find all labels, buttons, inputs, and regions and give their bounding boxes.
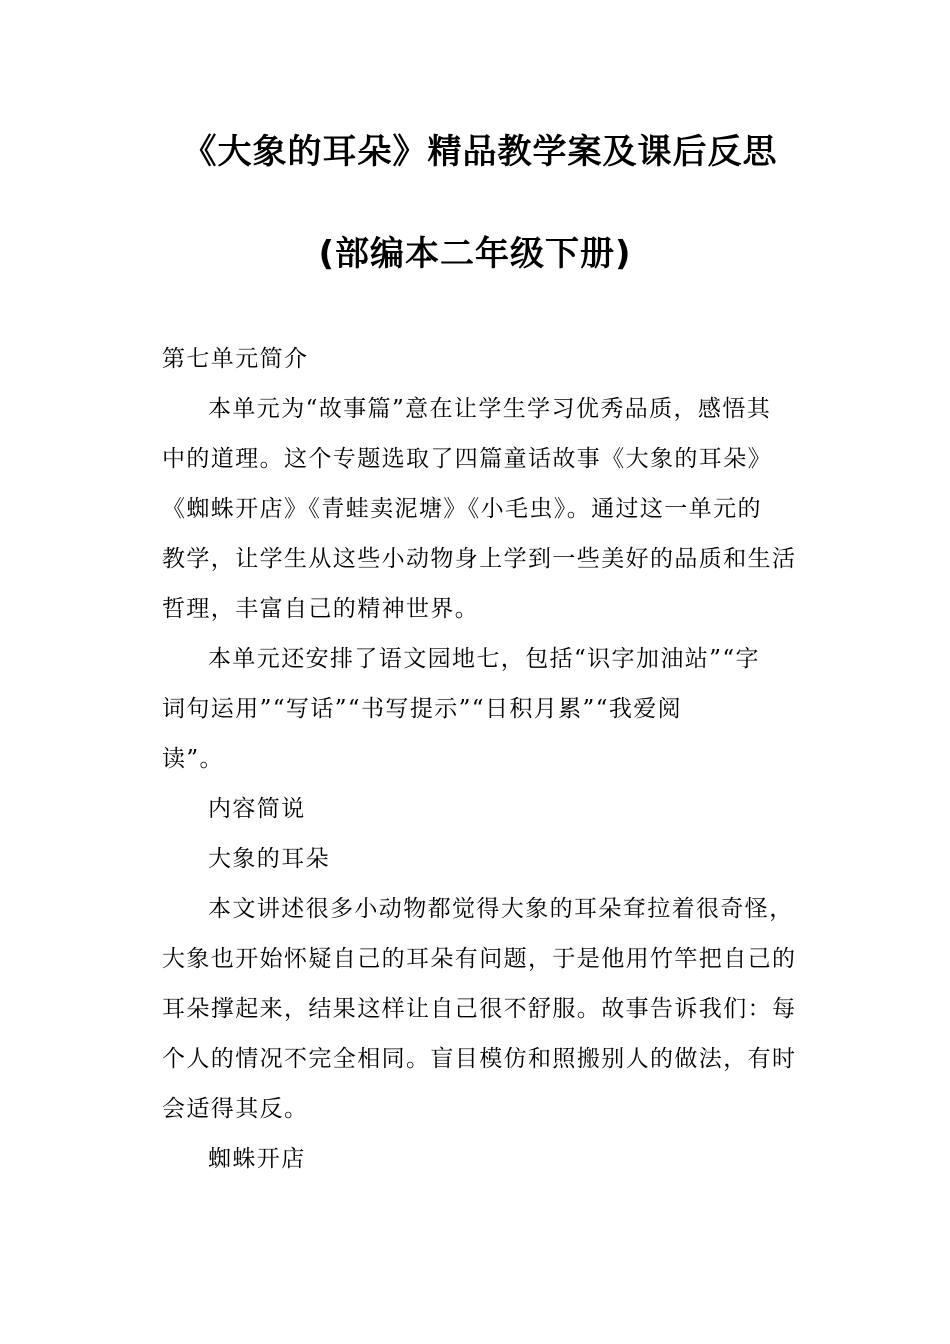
paragraph-line: 本文讲述很多小动物都觉得大象的耳朵耷拉着很奇怪，: [208, 896, 794, 922]
paragraph-line: 会适得其反。: [162, 1096, 309, 1122]
section-heading: 第七单元简介: [162, 346, 309, 372]
paragraph-line: 本单元为“故事篇”意在让学生学习优秀品质，感悟其: [208, 396, 772, 422]
paragraph-line: 词句运用”“写话”“书写提示”“日积月累”“我爱阅: [162, 696, 683, 722]
paragraph-line: 本单元还安排了语文园地七，包括“识字加油站”“字: [208, 646, 760, 672]
sub-heading-content-summary: 内容简说: [208, 796, 306, 822]
sub-heading-spider-shop: 蜘蛛开店: [208, 1146, 306, 1172]
document-title-line2: (部编本二年级下册): [318, 234, 632, 274]
sub-heading-elephant-ears: 大象的耳朵: [208, 846, 330, 872]
paragraph-line: 读”。: [162, 746, 224, 772]
paragraph-line: 《蜘蛛开店》《青蛙卖泥塘》《小毛虫》。通过这一单元的: [162, 496, 762, 522]
paragraph-line: 中的道理。这个专题选取了四篇童话故事《大象的耳朵》: [162, 446, 772, 472]
paragraph-line: 哲理，丰富自己的精神世界。: [162, 596, 480, 622]
document-title-line1: 《大象的耳朵》精品教学案及课后反思: [182, 132, 778, 172]
paragraph-line: 大象也开始怀疑自己的耳朵有问题，于是他用竹竿把自己的: [162, 946, 797, 972]
paragraph-line: 耳朵撑起来，结果这样让自己很不舒服。故事告诉我们：每: [162, 996, 797, 1022]
paragraph-line: 个人的情况不完全相同。盲目模仿和照搬别人的做法，有时: [162, 1046, 797, 1072]
paragraph-line: 教学，让学生从这些小动物身上学到一些美好的品质和生活: [162, 546, 797, 572]
